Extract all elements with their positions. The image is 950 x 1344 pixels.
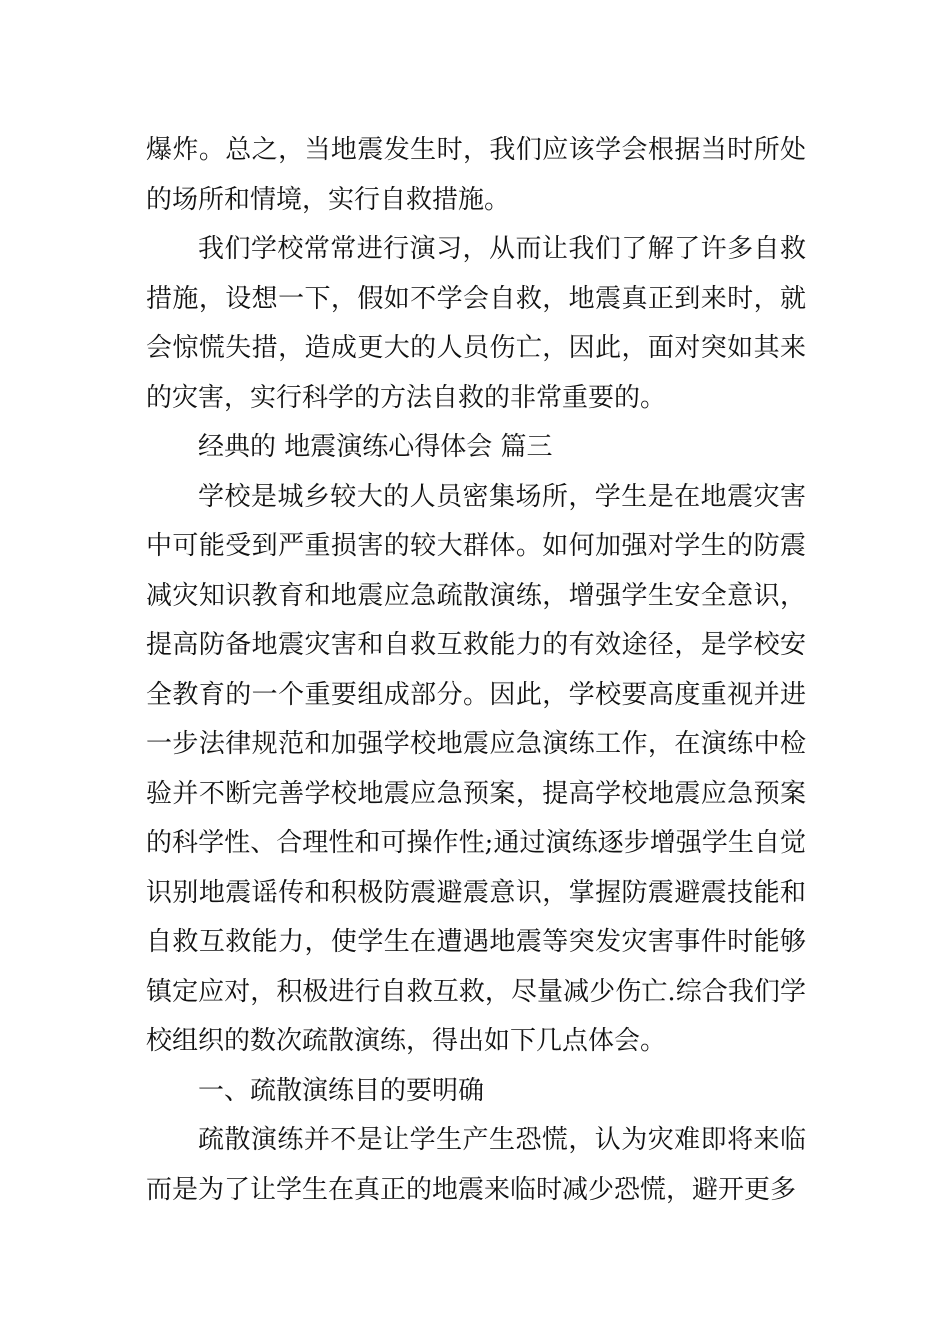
paragraph-2: 我们学校常常进行演习，从而让我们了解了许多自救措施，设想一下，假如不学会自救，地震真正到来时，就会惊慌失措，造成更大的人员伤亡，因此，面对突如其来的灾害，实行科学的方法自救的非常重要的。 [146, 234, 806, 413]
section-heading-3: 经典的 地震演练心得体会 篇三 [198, 432, 553, 462]
subheading-1: 一、疏散演练目的要明确 [198, 1075, 485, 1106]
document-body [146, 126, 806, 1215]
paragraph-1: 爆炸。总之，当地震发生时，我们应该学会根据当时所处的场所和情境，实行自救措施。 [146, 135, 806, 215]
paragraph-6: 疏散演练并不是让学生产生恐慌，认为灾难即将来临而是为了让学生在真正的地震来临时减少恐慌，避开更多 [146, 1125, 806, 1205]
paragraph-4: 学校是城乡较大的人员密集场所，学生是在地震灾害中可能受到严重损害的较大群体。如何加强对学生的防震减灾知识教育和地震应急疏散演练，增强学生安全意识，提高防备地震灾害和自救互救能力的有效途径，是学校安全教育的一个重要组成部分。因此，学校要高度重视并进一步法律规范和加强学校地震应急演练工作，在演练中检验并不断完善学校地震应急预案，提高学校地震应急预案的科学性、合理性和可操作性;通过演练逐步增强学生自觉识别地震谣传和积极防震避震意识，掌握防震避震技能和自救互救能力，使学生在遭遇地震等突发灾害事件时能够镇定应对，积极进行自救互救，尽量减少伤亡.综合我们学校组织的数次疏散演练，得出如下几点体会。 [146, 481, 806, 1056]
